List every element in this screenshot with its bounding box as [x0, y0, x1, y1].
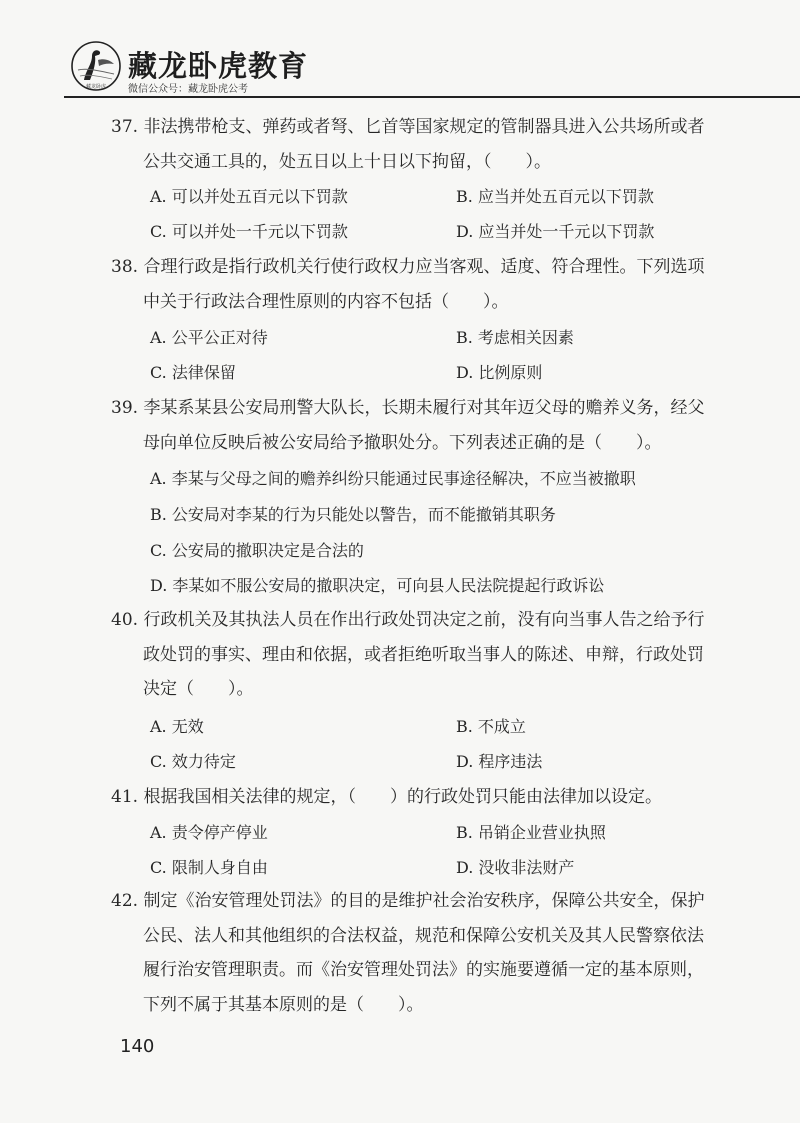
svg-text:藏龙卧虎: 藏龙卧虎 [85, 84, 107, 90]
question-text-line: 母向单位反映后被公安局给予撤职处分。下列表述正确的是（ ）。 [143, 432, 662, 453]
question-38-stem [111, 250, 706, 319]
option-a: A. 公平公正对待 [150, 328, 268, 347]
question-text-line: 38. 合理行政是指行政机关行使行政权力应当客观、适度、符合理性。下列选项 [111, 257, 705, 277]
option-a: A. 可以并处五百元以下罚款 [150, 187, 348, 206]
question-text-line: 下列不属于其基本原则的是（ ）。 [143, 994, 424, 1015]
brand-title: 藏龙卧虎教育 [128, 49, 309, 83]
header-divider [64, 96, 800, 98]
question-42-stem [111, 884, 706, 1022]
question-text-line: 公民、法人和其他组织的合法权益，规范和保障公安机关及其人民警察依法 [143, 925, 704, 946]
option-d: D. 李某如不服公安局的撤职决定，可向县人民法院提起行政诉讼 [150, 576, 605, 595]
option-d: D. 比例原则 [456, 363, 543, 382]
option-d: D. 程序违法 [456, 752, 543, 771]
option-d: D. 没收非法财产 [456, 858, 575, 877]
option-b: B. 不成立 [456, 717, 526, 736]
option-a: A. 责令停产停业 [150, 823, 268, 842]
question-text-line: 履行治安管理职责。而《治安管理处罚法》的实施要遵循一定的基本原则， [143, 960, 704, 980]
question-text-line: 决定（ ）。 [143, 679, 254, 699]
option-c: C. 公安局的撤职决定是合法的 [150, 541, 364, 560]
brand-subtitle: 微信公众号：藏龙卧虎公考 [128, 84, 248, 95]
option-b: B. 应当并处五百元以下罚款 [456, 187, 654, 206]
question-text-line: 41. 根据我国相关法律的规定，（ ）的行政处罚只能由法律加以设定。 [111, 787, 662, 807]
question-40-stem [111, 603, 706, 707]
question-text-line: 中关于行政法合理性原则的内容不包括（ ）。 [143, 291, 509, 312]
question-text-line: 39. 李某系某县公安局刑警大队长，长期未履行对其年迈父母的赡养义务，经父 [111, 398, 705, 418]
page-header [0, 0, 800, 100]
option-b: B. 考虑相关因素 [456, 328, 574, 347]
question-text-line: 42. 制定《治安管理处罚法》的目的是维护社会治安秩序，保障公共安全，保护 [111, 891, 705, 911]
logo-crane-icon [70, 40, 122, 92]
option-c: C. 限制人身自由 [150, 858, 268, 877]
question-41-stem [111, 780, 706, 815]
question-text-line: 40. 行政机关及其执法人员在作出行政处罚决定之前，没有向当事人告之给予行 [111, 610, 705, 630]
page-number: 140 [120, 1036, 155, 1057]
question-text-line: 37. 非法携带枪支、弹药或者弩、匕首等国家规定的管制器具进入公共场所或者 [111, 117, 705, 137]
option-b: B. 吊销企业营业执照 [456, 823, 606, 842]
question-text-line: 公共交通工具的，处五日以上十日以下拘留，（ ）。 [143, 151, 551, 172]
question-text-line: 政处罚的事实、理由和依据，或者拒绝听取当事人的陈述、申辩，行政处罚 [143, 644, 704, 665]
option-d: D. 应当并处一千元以下罚款 [456, 222, 655, 241]
option-c: C. 效力待定 [150, 752, 236, 771]
question-37-stem [111, 110, 706, 179]
option-c: C. 可以并处一千元以下罚款 [150, 222, 348, 241]
option-a: A. 李某与父母之间的赡养纠纷只能通过民事途径解决，不应当被撤职 [150, 469, 636, 488]
question-39-stem [111, 391, 706, 460]
option-b: B. 公安局对李某的行为只能处以警告，而不能撤销其职务 [150, 505, 556, 524]
option-c: C. 法律保留 [150, 363, 236, 382]
option-a: A. 无效 [150, 717, 204, 736]
